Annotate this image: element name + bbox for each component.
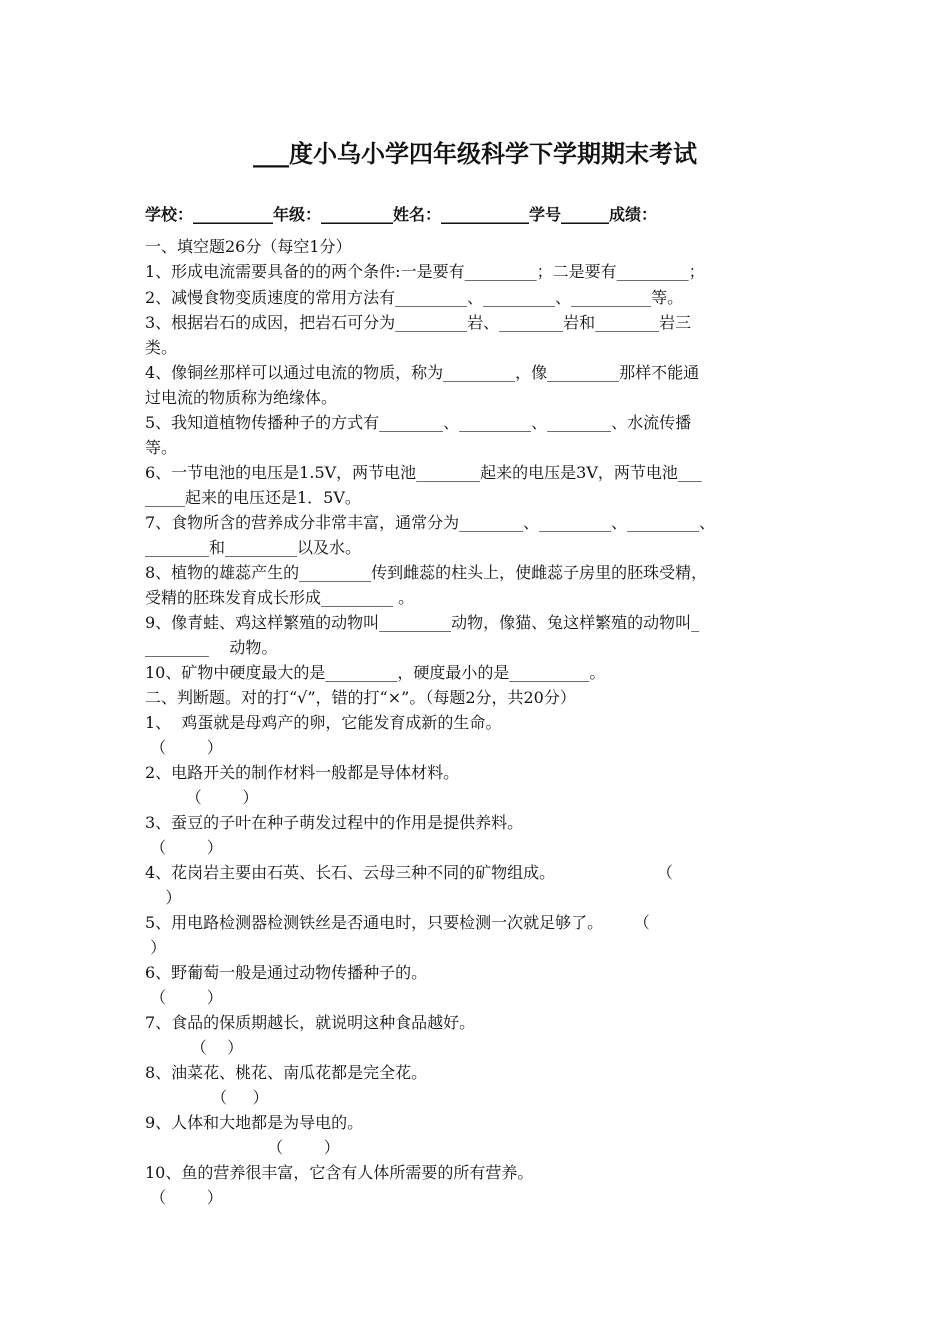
question-line: 等。 <box>145 438 178 457</box>
answer-parentheses: （ ） <box>145 1038 244 1057</box>
question-line: 8、植物的雄蕊产生的_________传到雌蕊的柱头上，使雌蕊子房里的胚珠受精， <box>145 563 708 582</box>
question-line: 10、矿物中硬度最大的是_________，硬度最小的是__________。 <box>145 663 606 682</box>
question-line: _____起来的电压还是1．5V。 <box>145 488 361 507</box>
answer-parentheses: （ ） <box>145 988 223 1007</box>
answer-parentheses: （ ） <box>145 738 223 757</box>
question-line: 3、蚕豆的子叶在种子萌发过程中的作用是提供养料。 <box>145 813 524 832</box>
question-line: 9、像青蛙、鸡这样繁殖的动物叫_________动物，像猫、兔这样繁殖的动物叫_ <box>145 613 700 632</box>
question-line: 2、减慢食物变质速度的常用方法有_________、_________、__________等。 <box>145 288 684 307</box>
question-line: 3、根据岩石的成因，把岩石可分为_________岩、________岩和________岩三 <box>145 313 692 332</box>
question-line: ________和_________以及水。 <box>145 538 362 557</box>
question-line: 7、食物所含的营养成分非常丰富，通常分为________、_________、_________、 <box>145 513 716 532</box>
question-line: 受精的胚珠发育成长形成_________ 。 <box>145 588 415 607</box>
question-line: 5、用电路检测器检测铁丝是否通电时，只要检测一次就足够了。 （ <box>145 913 650 932</box>
question-line: 1、 鸡蛋就是母鸡产的卵，它能发育成新的生命。 <box>145 713 502 732</box>
answer-parentheses: （ ） <box>145 1188 223 1207</box>
section-heading: 二、判断题。对的打“√”，错的打“×”。（每题2分，共20分） <box>145 688 576 707</box>
question-line: 类。 <box>145 338 178 357</box>
student-info-header: 学校：__________年级：_________姓名：___________学号______成绩： <box>145 205 658 224</box>
question-line: 10、鱼的营养很丰富，它含有人体所需要的所有营养。 <box>145 1163 534 1182</box>
question-line: 过电流的物质称为绝缘体。 <box>145 388 338 407</box>
question-line: 6、一节电池的电压是1.5V，两节电池________起来的电压是3V，两节电池___ <box>145 463 702 482</box>
question-line: 6、野葡萄一般是通过动物传播种子的。 <box>145 963 428 982</box>
question-line: 4、花岗岩主要由石英、长石、云母三种不同的矿物组成。 （ <box>145 863 673 882</box>
answer-parentheses: （ ） <box>145 1138 340 1157</box>
question-line: 9、人体和大地都是为导电的。 <box>145 1113 364 1132</box>
question-line: 1、形成电流需要具备的的两个条件:一是要有_________；二是要有_________； <box>145 262 705 281</box>
question-line: 5、我知道植物传播种子的方式有________、_________、________、水流传播 <box>145 413 692 432</box>
exam-title: ___度小乌小学四年级科学下学期期末考试 <box>253 140 697 168</box>
question-line: ________ 动物。 <box>145 638 278 657</box>
question-line: 7、食品的保质期越长，就说明这种食品越好。 <box>145 1013 476 1032</box>
question-line: 4、像铜丝那样可以通过电流的物质，称为_________，像_________那样不能通 <box>145 363 700 382</box>
answer-parentheses: （ ） <box>145 838 223 857</box>
answer-parentheses: （ ） <box>145 1088 269 1107</box>
answer-parentheses: ） <box>145 888 182 907</box>
question-line: 8、油菜花、桃花、南瓜花都是完全花。 <box>145 1063 428 1082</box>
section-heading: 一、填空题26分（每空1分） <box>145 237 352 256</box>
answer-parentheses: （ ） <box>145 788 259 807</box>
answer-parentheses: ） <box>145 938 167 957</box>
question-line: 2、电路开关的制作材料一般都是导体材料。 <box>145 763 460 782</box>
